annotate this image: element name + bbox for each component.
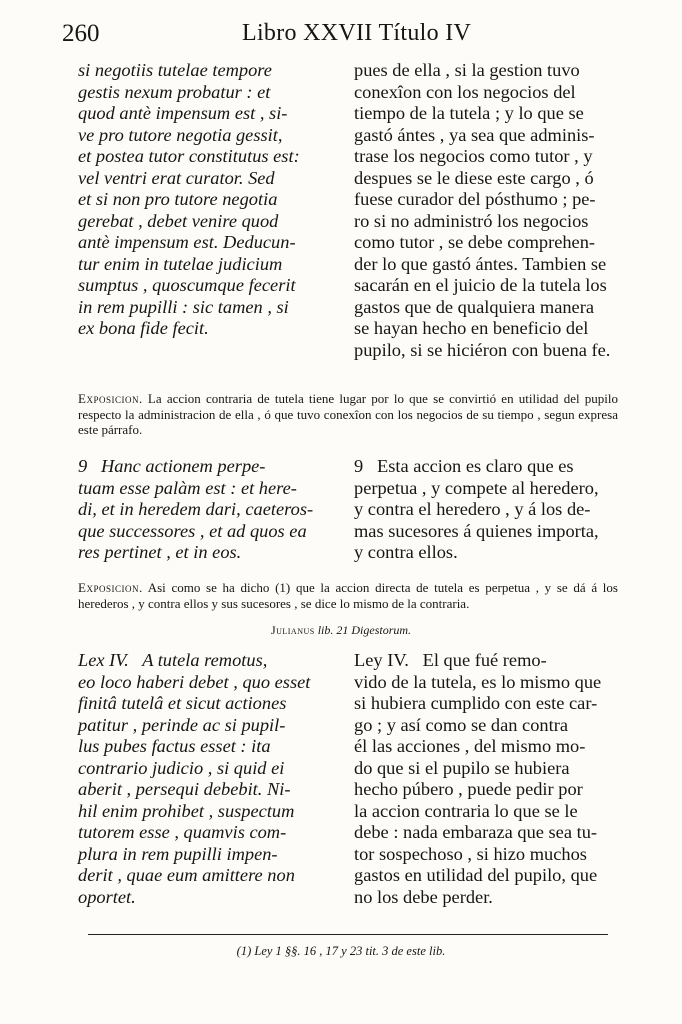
latin-line: in rem pupilli : sic tamen , si — [78, 296, 289, 317]
spanish-line: sacarán en el juicio de la tutela los — [354, 275, 607, 295]
spanish-line: hecho púbero , puede pedir por — [354, 779, 583, 799]
spanish-column-1 — [354, 60, 618, 361]
spanish-line: la accion contraria lo que se le — [354, 800, 578, 821]
spanish-line: fuese curador del pósthumo ; pe- — [354, 189, 596, 209]
spanish-line: y contra el heredero , y á los de- — [354, 499, 591, 519]
latin-line: gestis nexum probatur : et — [78, 81, 271, 102]
spanish-line: y contra ellos. — [354, 542, 458, 562]
spanish-line: 9 Esta accion es claro que es — [354, 456, 574, 476]
latin-line: derit , quae eum amittere non — [78, 865, 295, 885]
section-1 — [78, 60, 618, 361]
spanish-line: pues de ella , si la gestion tuvo — [354, 60, 580, 80]
latin-line: eo loco haberi debet , quo esset — [78, 671, 311, 692]
spanish-line: do que si el pupilo se hubiera — [354, 757, 570, 778]
spanish-line: tor sospechoso , si hizo muchos — [354, 843, 587, 864]
running-title: Libro XXVII Título IV — [242, 20, 472, 46]
latin-line: vel ventri erat curator. Sed — [78, 167, 275, 188]
spanish-line: go ; y así como se dan contra — [354, 714, 568, 735]
page-number: 260 — [62, 20, 100, 47]
spanish-line: perpetua , y compete al heredero, — [354, 477, 599, 498]
latin-line: tutorem esse , quamvis com- — [78, 822, 287, 842]
latin-line: plura in rem pupilli impen- — [78, 843, 278, 864]
exposition-text: Asi como se ha dicho (1) que la accion directa de tutela es perpetua , y se dá á los herederos , y contra ellos y sus sucesores , se dice lo mismo de la contraria. — [78, 580, 618, 611]
spanish-line: der lo que gastó ántes. Tambien se — [354, 253, 607, 274]
spanish-column-3 — [354, 650, 618, 908]
latin-column-3 — [78, 650, 340, 908]
footnote-text: (1) Ley 1 §§. 16 , 17 y 23 tit. 3 de este lib. — [236, 944, 446, 958]
latin-line: aberit , persequi debebit. Ni- — [78, 779, 291, 799]
page-header — [62, 18, 622, 54]
exposition-1 — [78, 391, 618, 438]
source-author: Julianus — [270, 623, 315, 637]
latin-line: sumptus , quoscumque fecerit — [78, 275, 296, 295]
spanish-line: trase los negocios como tutor , y — [354, 146, 593, 166]
exposition-2 — [78, 580, 618, 611]
latin-line: di, et in heredem dari, caeteros- — [78, 499, 314, 519]
footnote-divider — [88, 934, 608, 935]
section-3 — [78, 650, 618, 908]
latin-column-1 — [78, 60, 340, 361]
exposition-label: Exposicion. — [78, 580, 143, 595]
exposition-label: Exposicion. — [78, 391, 143, 406]
latin-line: res pertinet , et in eos. — [78, 542, 242, 562]
spanish-line: mas sucesores á quienes importa, — [354, 520, 599, 541]
exposition-text: La accion contraria de tutela tiene lugar por lo que se convirtió en utilidad del pupilo respecto la administracion de ella , ó que tuvo conexîon con los negocios de su tiempo , segun expresa este párrafo. — [78, 391, 619, 437]
spanish-line: se hayan hecho en beneficio del — [354, 318, 589, 338]
spanish-column-2 — [354, 456, 618, 564]
latin-line: patitur , perinde ac si pupil- — [78, 714, 286, 735]
latin-line: 9 Hanc actionem perpe- — [78, 456, 266, 476]
latin-line: hil enim prohibet , suspectum — [78, 800, 295, 821]
section-2 — [78, 456, 618, 564]
latin-line: ve pro tutore negotia gessit, — [78, 124, 283, 145]
latin-line: antè impensum est. Deducun- — [78, 232, 296, 252]
latin-line: quod antè impensum est , si- — [78, 103, 288, 123]
latin-line: et si non pro tutore negotia — [78, 189, 278, 209]
source-citation — [0, 623, 682, 638]
latin-line: contrario judicio , si quid ei — [78, 757, 285, 778]
spanish-line: no los debe perder. — [354, 886, 493, 907]
latin-line: et postea tutor constitutus est: — [78, 146, 300, 166]
source-reference: lib. 21 Digestorum. — [317, 623, 412, 637]
latin-line: Lex IV. A tutela remotus, — [78, 650, 268, 670]
latin-line: si negotiis tutelae tempore — [78, 60, 272, 80]
latin-line: que successores , et ad quos ea — [78, 520, 307, 541]
spanish-line: vido de la tutela, es lo mismo que — [354, 671, 602, 692]
spanish-line: gastos en utilidad del pupilo, que — [354, 865, 598, 885]
latin-line: tur enim in tutelae judicium — [78, 253, 283, 274]
latin-line: finitâ tutelâ et sicut actiones — [78, 693, 287, 713]
spanish-line: despues se le diese este cargo , ó — [354, 167, 594, 188]
spanish-line: gastos que de qualquiera manera — [354, 296, 595, 317]
spanish-line: ro si no administró los negocios — [354, 210, 589, 231]
spanish-line: debe : nada embaraza que sea tu- — [354, 822, 598, 842]
spanish-line: gastó ántes , ya sea que adminis- — [354, 124, 595, 145]
spanish-line: tiempo de la tutela ; y lo que se — [354, 103, 584, 123]
spanish-line: pupilo, si se hiciéron con buena fe. — [354, 339, 611, 360]
spanish-line: como tutor , se debe comprehen- — [354, 232, 596, 252]
latin-line: oportet. — [78, 886, 136, 907]
latin-line: gerebat , debet venire quod — [78, 210, 279, 231]
latin-column-2 — [78, 456, 340, 564]
latin-line: tuam esse palàm est : et here- — [78, 477, 297, 498]
spanish-line: conexîon con los negocios del — [354, 81, 576, 102]
footnote — [0, 944, 682, 959]
latin-line: lus pubes factus esset : ita — [78, 736, 271, 756]
spanish-line: él las acciones , del mismo mo- — [354, 736, 586, 756]
spanish-line: si hubiera cumplido con este car- — [354, 693, 598, 713]
spanish-line: Ley IV. El que fué remo- — [354, 650, 547, 670]
latin-line: ex bona fide fecit. — [78, 318, 209, 338]
